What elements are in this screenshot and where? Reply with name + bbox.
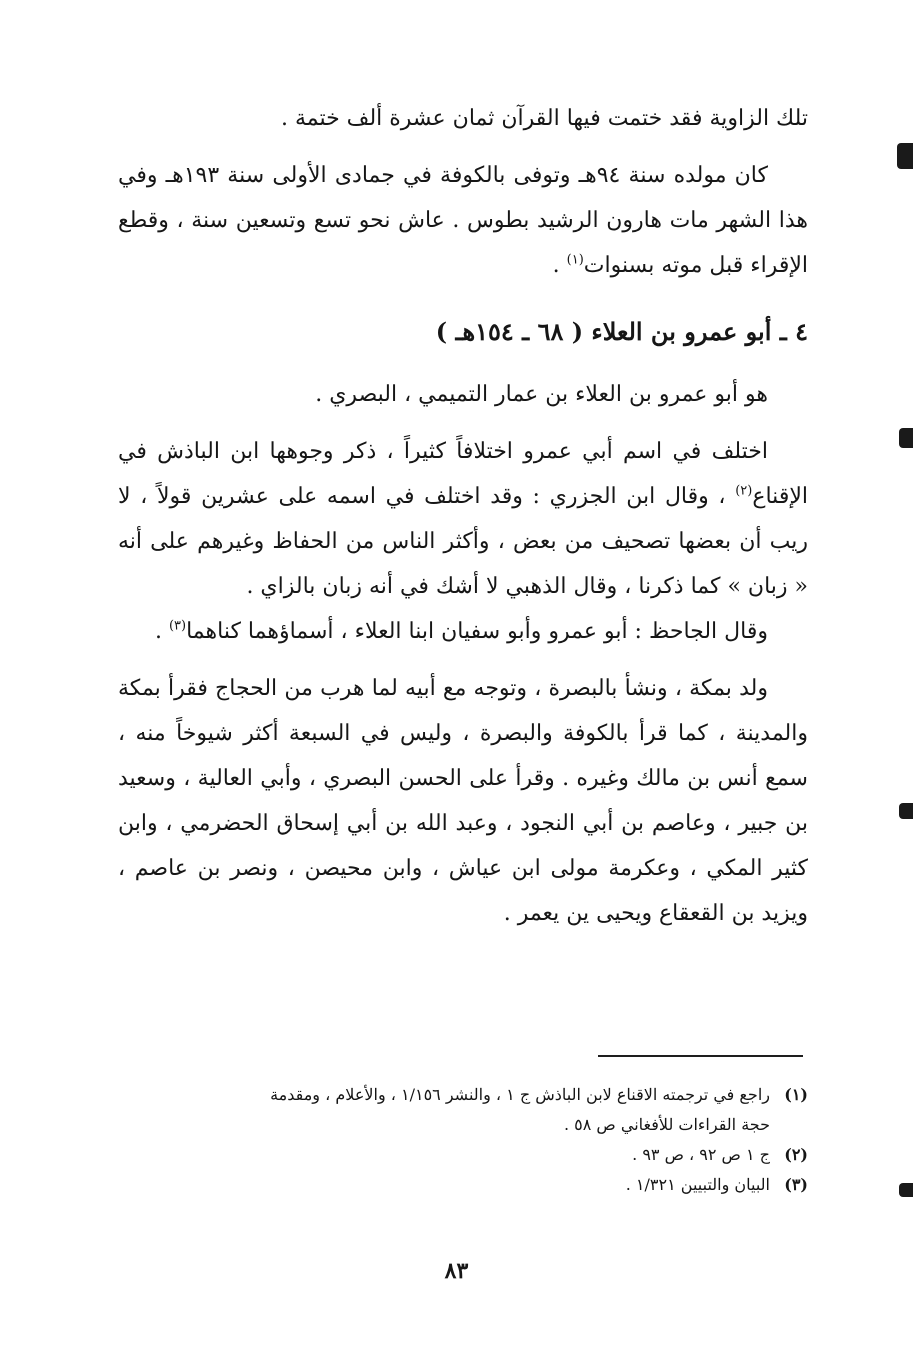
footnote-3: (٣)البيان والتبيين ١/٣٢١ . <box>625 1175 808 1194</box>
edge-mark <box>899 1183 913 1197</box>
page-number: ٨٣ <box>444 1258 469 1284</box>
edge-mark <box>897 143 913 169</box>
paragraph-1: تلك الزاوية فقد ختمت فيها القرآن ثمان عشرة ألف ختمة . <box>280 106 808 131</box>
footnotes <box>118 1080 808 1200</box>
edge-mark <box>899 428 913 448</box>
footnote-1-continued: حجة القراءات للأفغاني ص ٥٨ . <box>563 1115 770 1134</box>
paragraph-2: كان مولده سنة ٩٤هـ وتوفى بالكوفة في جمادى الأولى سنة ١٩٣هـ وفي هذا الشهر مات هارون الرشيد بطوس . عاش نحو تسع وتسعين سنة ، وقطع الإقراء قبل موته بسنوات$^{(١)}$ . <box>118 163 808 278</box>
paragraph-4: اختلف في اسم أبي عمرو اختلافاً كثيراً ، ذكر وجوهها ابن الباذش في الإقناع$^{(٢)}$ ، وقال ابن الجزري : وقد اختلف في اسمه على عشرين قولاً ، لا ريب أن بعضها تصحيف من بعض ، وأكثر الناس من الحفاظ وغيرهم على أنه « زبان » كما ذكرنا ، وقال الذهبي لا أشك في أنه زبان بالزاي . <box>118 439 808 599</box>
body-block-top <box>118 96 808 288</box>
edge-mark <box>899 803 913 819</box>
paragraph-5: وقال الجاحظ : أبو عمرو وأبو سفيان ابنا العلاء ، أسماؤهما كناهما$^{(٣)}$ . <box>154 618 768 644</box>
section-heading: ٤ ـ أبو عمرو بن العلاء ( ٦٨ ـ ١٥٤هـ ) <box>435 317 808 346</box>
footnote-1: (١)راجع في ترجمته الاقناع لابن الباذش ج ١ ، والنشر ١/١٥٦ ، والأعلام ، ومقدمة <box>270 1085 808 1104</box>
footnote-divider <box>598 1055 803 1057</box>
footnote-ref-2: (٢) <box>735 483 753 499</box>
footnote-ref-3: (٣) <box>168 618 187 634</box>
footnote-2: (٢)ج ١ ص ٩٢ ، ص ٩٣ . <box>632 1145 808 1164</box>
footnote-ref-1: (١) <box>566 252 584 268</box>
body-block-main <box>118 372 808 936</box>
paragraph-3: هو أبو عمرو بن العلاء بن عمار التميمي ، البصري . <box>315 382 768 407</box>
paragraph-6: ولد بمكة ، ونشأ بالبصرة ، وتوجه مع أبيه لما هرب من الحجاج فقرأ بمكة والمدينة ، كما قرأ بالكوفة والبصرة ، وليس في السبعة أكثر شيوخاً منه ، سمع أنس بن مالك وغيره . وقرأ على الحسن البصري ، وأبي العالية ، وسعيد بن جبير ، وعاصم بن أبي النجود ، وعبد الله بن أبي إسحاق الحضرمي ، وابن كثير المكي ، وعكرمة مولى ابن عياش ، وابن محيصن ، ونصر بن عاصم ، ويزيد بن القعقاع ويحيى ين يعمر . <box>118 676 809 926</box>
